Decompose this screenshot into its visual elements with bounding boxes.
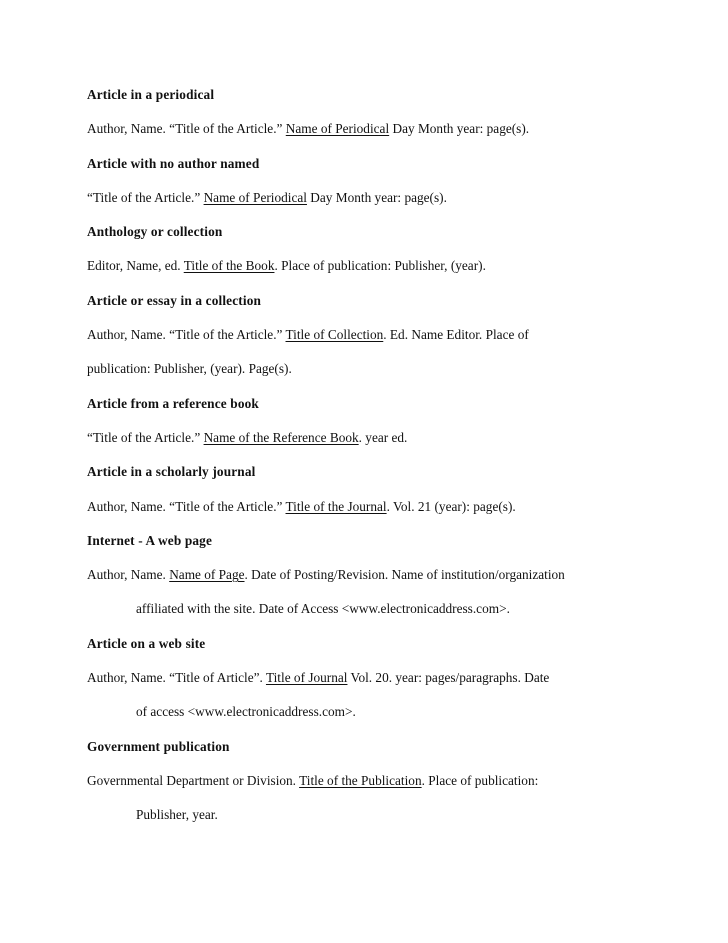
entry-heading: Anthology or collection (87, 224, 223, 240)
entry-heading: Article in a periodical (87, 87, 215, 102)
entry-heading: Article from a reference book (87, 395, 259, 411)
entry-line (87, 668, 707, 702)
citation-text: . Vol. 21 (year): page(s). (386, 498, 516, 514)
entry-line (87, 565, 707, 599)
entry-article-periodical (87, 85, 707, 154)
citation-text: publication: Publisher, (year). Page(s). (87, 361, 292, 377)
underlined-title: Name of Periodical (203, 189, 307, 205)
citation-text: Day Month year: page(s). (389, 121, 530, 137)
entry-web-page (87, 531, 707, 634)
citation-text: Publisher, year. (136, 807, 218, 823)
citation-text: . Date of Posting/Revision. Name of institution/organization (244, 567, 565, 583)
entry-line-indented (87, 702, 707, 736)
underlined-title: Name of Periodical (285, 121, 390, 137)
entry-heading: Article or essay in a collection (87, 292, 262, 308)
citation-text: . year ed. (358, 429, 408, 445)
citation-text: “Title of the Article.” (87, 429, 204, 445)
entry-heading: Government publication (87, 738, 230, 754)
entry-heading: Article in a scholarly journal (87, 464, 256, 480)
entry-web-site-article (87, 634, 707, 737)
entry-essay-in-collection (87, 291, 707, 394)
entry-line (87, 428, 707, 462)
underlined-title: Name of Page (169, 567, 245, 583)
underlined-title: Title of Collection (285, 327, 384, 343)
entry-line (87, 256, 707, 290)
underlined-title: Title of Journal (265, 670, 348, 686)
citation-text: Author, Name. “Title of the Article.” (87, 121, 286, 137)
entry-heading: Article on a web site (87, 635, 206, 651)
entry-line (87, 325, 707, 359)
citation-text: Author, Name. “Title of the Article.” (87, 327, 286, 343)
underlined-title: Title of the Journal (285, 498, 387, 514)
citation-text: Author, Name. “Title of the Article.” (87, 498, 286, 514)
entry-scholarly-journal (87, 462, 707, 531)
entry-article-no-author (87, 154, 707, 223)
entry-line (87, 188, 707, 222)
underlined-title: Title of the Book (183, 258, 275, 274)
citation-text: Author, Name. (87, 567, 170, 583)
entry-government-publication (87, 737, 707, 840)
citation-text: affiliated with the site. Date of Access <www.electronicaddress.com>. (136, 601, 510, 617)
entry-heading: Internet - A web page (87, 532, 213, 548)
underlined-title: Name of the Reference Book (203, 429, 359, 445)
entry-line-indented (87, 805, 707, 839)
citation-text: “Title of the Article.” (87, 189, 204, 205)
citation-text: Editor, Name, ed. (87, 258, 184, 274)
citation-text: of access <www.electronicaddress.com>. (136, 704, 356, 720)
entry-anthology (87, 222, 707, 291)
citation-text: Author, Name. “Title of Article”. (87, 670, 266, 686)
entry-heading: Article with no author named (87, 155, 260, 171)
citation-text: Vol. 20. year: pages/paragraphs. Date (347, 670, 550, 686)
citation-text: Day Month year: page(s). (306, 189, 447, 205)
citation-guide (87, 85, 707, 840)
entry-line (87, 359, 707, 393)
entry-line (87, 771, 707, 805)
underlined-title: Title of the Publication (299, 772, 422, 788)
citation-text: . Place of publication: Publisher, (year). (274, 258, 486, 274)
citation-text: Governmental Department or Division. (87, 772, 300, 788)
entry-reference-book (87, 394, 707, 463)
citation-text: . Place of publication: (421, 772, 539, 788)
entry-line-indented (87, 599, 707, 633)
citation-text: . Ed. Name Editor. Place of (383, 327, 529, 343)
entry-line (87, 497, 707, 531)
entry-line (87, 119, 707, 153)
